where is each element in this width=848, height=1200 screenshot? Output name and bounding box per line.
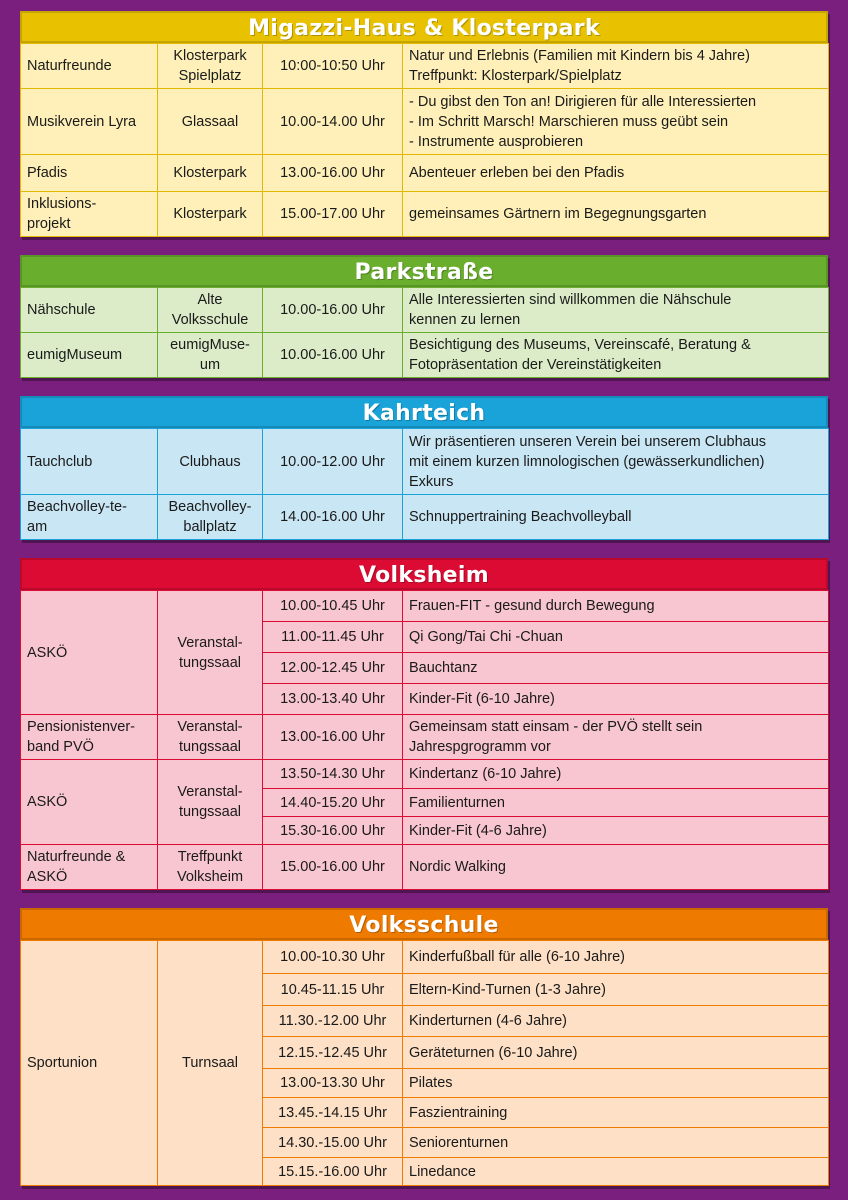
- section-title: Parkstraße: [20, 255, 828, 287]
- time-cell: 14.30.-15.00 Uhr: [263, 1128, 403, 1158]
- time-cell: 10.45-11.15 Uhr: [263, 974, 403, 1006]
- time-cell: 13.00-13.30 Uhr: [263, 1069, 403, 1098]
- schedule-table: [20, 940, 829, 1186]
- desc-cell: Abenteuer erleben bei den Pfadis: [403, 155, 829, 192]
- desc-cell: Pilates: [403, 1069, 829, 1098]
- desc-cell: Kindertanz (6-10 Jahre): [403, 760, 829, 789]
- section-volksheim: [20, 558, 828, 890]
- time-cell: 10:00-10:50 Uhr: [263, 44, 403, 89]
- place-cell: Klosterpark: [158, 155, 263, 192]
- schedule-table: [20, 590, 829, 890]
- time-cell: 10.00-16.00 Uhr: [263, 333, 403, 378]
- place-cell: Treffpunkt Volksheim: [158, 845, 263, 890]
- time-cell: 12.00-12.45 Uhr: [263, 653, 403, 684]
- time-cell: 15.15.-16.00 Uhr: [263, 1158, 403, 1186]
- time-cell: 13.00-13.40 Uhr: [263, 684, 403, 715]
- table-row: [21, 591, 829, 622]
- place-cell: Alte Volksschule: [158, 288, 263, 333]
- desc-cell: Familienturnen: [403, 789, 829, 817]
- time-cell: 10.00-10.30 Uhr: [263, 941, 403, 974]
- table-row: [21, 288, 829, 333]
- place-cell: Clubhaus: [158, 429, 263, 495]
- org-cell: Naturfreunde & ASKÖ: [21, 845, 158, 890]
- place-cell: Veranstal- tungssaal: [158, 760, 263, 845]
- time-cell: 10.00-12.00 Uhr: [263, 429, 403, 495]
- desc-cell: gemeinsames Gärtnern im Begegnungsgarten: [403, 192, 829, 237]
- section-title: Kahrteich: [20, 396, 828, 428]
- time-cell: 13.00-16.00 Uhr: [263, 715, 403, 760]
- section-parkstrasse: [20, 255, 828, 378]
- org-cell: Beachvolley-te- am: [21, 495, 158, 540]
- org-cell: Tauchclub: [21, 429, 158, 495]
- time-cell: 13.00-16.00 Uhr: [263, 155, 403, 192]
- place-cell: Beachvolley- ballplatz: [158, 495, 263, 540]
- org-cell: Sportunion: [21, 941, 158, 1186]
- time-cell: 14.00-16.00 Uhr: [263, 495, 403, 540]
- desc-cell: - Du gibst den Ton an! Dirigieren für alle Interessierten - Im Schritt Marsch! Marschieren muss geübt sein - Instrumente ausprobieren: [403, 89, 829, 155]
- time-cell: 13.50-14.30 Uhr: [263, 760, 403, 789]
- org-cell: eumigMuseum: [21, 333, 158, 378]
- desc-cell: Kinderturnen (4-6 Jahre): [403, 1006, 829, 1037]
- time-cell: 10.00-10.45 Uhr: [263, 591, 403, 622]
- place-cell: Veranstal- tungssaal: [158, 591, 263, 715]
- time-cell: 12.15.-12.45 Uhr: [263, 1037, 403, 1069]
- table-row: [21, 495, 829, 540]
- schedule-table: [20, 43, 829, 237]
- section-title: Volksschule: [20, 908, 828, 940]
- table-row: [21, 429, 829, 495]
- org-cell: Pensionistenver- band PVÖ: [21, 715, 158, 760]
- org-cell: Pfadis: [21, 155, 158, 192]
- place-cell: Klosterpark: [158, 192, 263, 237]
- desc-cell: Seniorenturnen: [403, 1128, 829, 1158]
- desc-cell: Gemeinsam statt einsam - der PVÖ stellt sein Jahrespgrogramm vor: [403, 715, 829, 760]
- table-row: [21, 192, 829, 237]
- time-cell: 15.00-16.00 Uhr: [263, 845, 403, 890]
- org-cell: Naturfreunde: [21, 44, 158, 89]
- time-cell: 15.30-16.00 Uhr: [263, 817, 403, 845]
- time-cell: 10.00-14.00 Uhr: [263, 89, 403, 155]
- schedule-table: [20, 428, 829, 540]
- place-cell: Glassaal: [158, 89, 263, 155]
- desc-cell: Kinder-Fit (6-10 Jahre): [403, 684, 829, 715]
- section-kahrteich: [20, 396, 828, 540]
- org-cell: Inklusions- projekt: [21, 192, 158, 237]
- desc-cell: Kinder-Fit (4-6 Jahre): [403, 817, 829, 845]
- time-cell: 10.00-16.00 Uhr: [263, 288, 403, 333]
- time-cell: 14.40-15.20 Uhr: [263, 789, 403, 817]
- place-cell: Turnsaal: [158, 941, 263, 1186]
- section-title: Volksheim: [20, 558, 828, 590]
- time-cell: 15.00-17.00 Uhr: [263, 192, 403, 237]
- desc-cell: Frauen-FIT - gesund durch Bewegung: [403, 591, 829, 622]
- org-cell: Nähschule: [21, 288, 158, 333]
- desc-cell: Geräteturnen (6-10 Jahre): [403, 1037, 829, 1069]
- place-cell: eumigMuse- um: [158, 333, 263, 378]
- time-cell: 13.45.-14.15 Uhr: [263, 1098, 403, 1128]
- table-row: [21, 760, 829, 789]
- desc-cell: Bauchtanz: [403, 653, 829, 684]
- desc-cell: Nordic Walking: [403, 845, 829, 890]
- time-cell: 11.00-11.45 Uhr: [263, 622, 403, 653]
- table-row: [21, 715, 829, 760]
- org-cell: Musikverein Lyra: [21, 89, 158, 155]
- table-row: [21, 44, 829, 89]
- desc-cell: Qi Gong/Tai Chi -Chuan: [403, 622, 829, 653]
- org-cell: ASKÖ: [21, 591, 158, 715]
- desc-cell: Alle Interessierten sind willkommen die Nähschule kennen zu lernen: [403, 288, 829, 333]
- table-row: [21, 941, 829, 974]
- desc-cell: Faszientraining: [403, 1098, 829, 1128]
- org-cell: ASKÖ: [21, 760, 158, 845]
- desc-cell: Besichtigung des Museums, Vereinscafé, Beratung & Fotopräsentation der Vereinstätigkeiten: [403, 333, 829, 378]
- table-row: [21, 155, 829, 192]
- desc-cell: Wir präsentieren unseren Verein bei unserem Clubhaus mit einem kurzen limnologischen (gewässerkundlichen) Exkurs: [403, 429, 829, 495]
- time-cell: 11.30.-12.00 Uhr: [263, 1006, 403, 1037]
- desc-cell: Eltern-Kind-Turnen (1-3 Jahre): [403, 974, 829, 1006]
- table-row: [21, 845, 829, 890]
- section-title: Migazzi-Haus & Klosterpark: [20, 11, 828, 43]
- place-cell: Klosterpark Spielplatz: [158, 44, 263, 89]
- desc-cell: Kinderfußball für alle (6-10 Jahre): [403, 941, 829, 974]
- desc-cell: Natur und Erlebnis (Familien mit Kindern bis 4 Jahre) Treffpunkt: Klosterpark/Spielplatz: [403, 44, 829, 89]
- desc-cell: Schnuppertraining Beachvolleyball: [403, 495, 829, 540]
- table-row: [21, 89, 829, 155]
- schedule-table: [20, 287, 829, 378]
- desc-cell: Linedance: [403, 1158, 829, 1186]
- section-migazzi: [20, 11, 828, 237]
- place-cell: Veranstal- tungssaal: [158, 715, 263, 760]
- table-row: [21, 333, 829, 378]
- section-volksschule: [20, 908, 828, 1186]
